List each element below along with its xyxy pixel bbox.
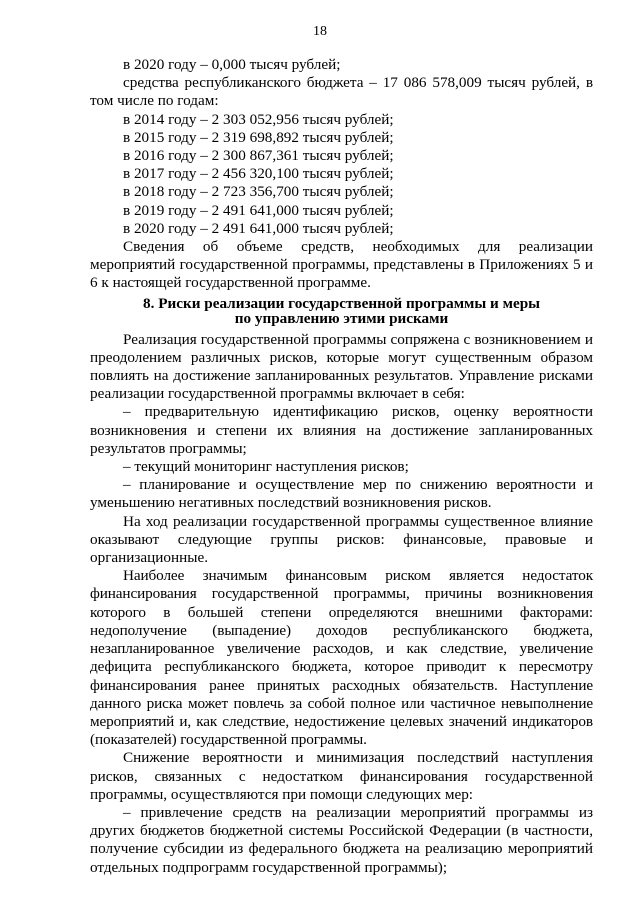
section-heading-line: 8. Риски реализации государственной программы и меры — [143, 294, 540, 312]
list-item: – предварительную идентификацию рисков, оценку вероятности возникновения и степени их влияния на достижение запланированных результатов программы; — [90, 403, 593, 457]
section-heading-line: по управлению этими рисками — [234, 309, 449, 327]
body-text — [90, 56, 593, 877]
year-line: в 2019 году – 2 491 641,000 тысяч рублей; — [123, 201, 394, 219]
paragraph: в 2020 году – 0,000 тысяч рублей; — [123, 56, 341, 73]
paragraph: средства республиканского бюджета – 17 086 578,009 тысяч рублей, в том числе по годам: — [90, 74, 593, 110]
year-line: в 2016 году – 2 300 867,361 тысяч рублей; — [123, 147, 394, 165]
year-line: в 2018 году – 2 723 356,700 тысяч рублей; — [123, 183, 394, 201]
paragraph: Сведения об объеме средств, необходимых для реализации мероприятий государственной программы, представлены в Приложениях 5 и 6 к настоящей государственной программе. — [90, 238, 593, 292]
list-item: – привлечение средств на реализации мероприятий программы из других бюджетов бюджетной системы Российской Федерации (в частности, получение субсидии из федерального бюджета на реализацию мероприятий отдельных подпрограмм государственной программы); — [90, 803, 593, 876]
year-line: в 2015 году – 2 319 698,892 тысяч рублей; — [123, 128, 394, 146]
paragraph: На ход реализации государственной программы существенное влияние оказывают следующие группы рисков: финансовые, правовые и организационные. — [90, 512, 593, 567]
paragraph: Снижение вероятности и минимизация последствий наступления рисков, связанных с недостатком финансирования государственной программы, осуществляются при помощи следующих мер: — [90, 749, 593, 803]
paragraph: Реализация государственной программы сопряжена с возникновением и преодолением различных рисков, которые могут существенным образом повлиять на достижение запланированных результатов. Управление рисками реализации государственной программы включает в себя: — [90, 330, 593, 403]
year-line: в 2014 году – 2 303 052,956 тысяч рублей; — [123, 110, 394, 128]
paragraph: Наиболее значимым финансовым риском является недостаток финансирования государственной программы, причины возникновения которого в большей степени определяются внешними факторами: недополучение (выпадение) доходов республиканского бюджета, незапланированное увеличение расходов, и как следствие, увеличение дефицита республиканского бюджета, которое приводит к пересмотру финансирования ранее принятых расходных обязательств. Наступление данного риска может повлечь за собой полное или частичное невыполнение мероприятий и, как следствие, недостижение целевых значений индикаторов (показателей) государственной программы. — [90, 567, 593, 749]
page-number: 18 — [313, 24, 327, 39]
list-item: – планирование и осуществление мер по снижению вероятности и уменьшению негативных последствий возникновения рисков. — [90, 476, 593, 512]
year-line: в 2017 году – 2 456 320,100 тысяч рублей; — [123, 165, 394, 183]
list-item: – текущий мониторинг наступления рисков; — [123, 458, 409, 476]
year-line: в 2020 году – 2 491 641,000 тысяч рублей; — [123, 219, 394, 237]
section-heading — [90, 296, 593, 326]
